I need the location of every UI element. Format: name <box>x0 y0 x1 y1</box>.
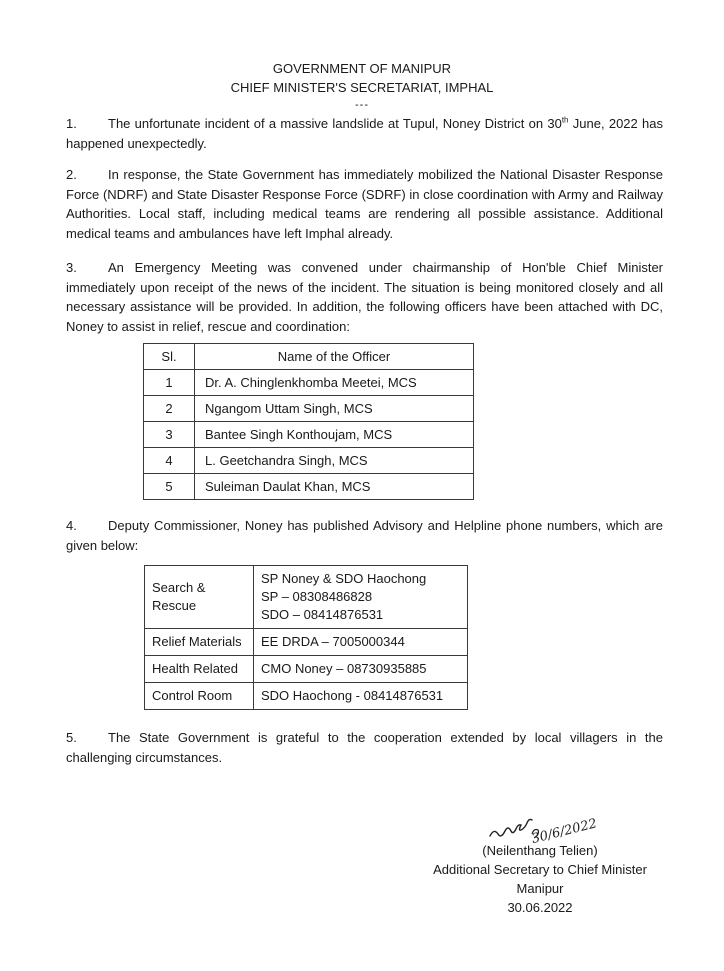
table-row <box>144 448 474 474</box>
svg-text:30/6/2022: 30/6/2022 <box>530 816 599 846</box>
officer-sl: 5 <box>144 474 195 500</box>
helpline-contact: EE DRDA – 7005000344 <box>254 629 468 656</box>
table-row <box>144 474 474 500</box>
header-government: GOVERNMENT OF MANIPUR <box>272 61 452 76</box>
document-date: 30.06.2022 <box>507 900 573 915</box>
officers-table <box>143 343 474 500</box>
table-row <box>144 370 474 396</box>
paragraph-text: An Emergency Meeting was convened under chairmanship of Hon'ble Chief Minister immediately upon receipt of the news of the incident. The situation is being monitored closely and all necessary assistance will be provided. In addition, the following officers have been attached with DC, Noney to assist in relief, rescue and coordination: <box>66 260 663 334</box>
officer-name: L. Geetchandra Singh, MCS <box>195 448 474 474</box>
officer-sl: 2 <box>144 396 195 422</box>
paragraph-text: The State Government is grateful to the cooperation extended by local villagers in the challenging circumstances. <box>66 730 663 765</box>
helpline-category: Control Room <box>145 683 254 710</box>
helpline-category: Health Related <box>145 656 254 683</box>
ordinal-suffix: th <box>561 115 569 125</box>
signature-image <box>484 800 614 846</box>
category-line: Search & <box>152 580 206 595</box>
paragraph-number: 5. <box>66 730 77 745</box>
header-separator: --- <box>355 99 369 111</box>
officer-name: Suleiman Daulat Khan, MCS <box>195 474 474 500</box>
helpline-contact: SDO Haochong - 08414876531 <box>254 683 468 710</box>
officer-name: Ngangom Uttam Singh, MCS <box>195 396 474 422</box>
paragraph-number: 1. <box>66 116 77 131</box>
handwritten-signature <box>484 800 614 846</box>
header-secretariat: CHIEF MINISTER'S SECRETARIAT, IMPHAL <box>230 80 494 95</box>
helpline-table <box>144 565 468 710</box>
paragraph-text: Deputy Commissioner, Noney has published Advisory and Helpline phone numbers, which are given below: <box>66 518 663 553</box>
table-row <box>145 683 468 710</box>
contact-line: SDO – 08414876531 <box>261 607 384 622</box>
table-row <box>145 566 468 629</box>
paragraph-text-cont: June, 2022 has happened unexpectedly. <box>66 116 663 151</box>
signatory-designation: Additional Secretary to Chief Minister <box>433 862 647 877</box>
helpline-category: Relief Materials <box>145 629 254 656</box>
officer-sl: 4 <box>144 448 195 474</box>
officer-sl: 3 <box>144 422 195 448</box>
paragraph-4 <box>66 516 663 555</box>
paragraph-5 <box>66 728 663 767</box>
paragraph-number: 3. <box>66 260 77 275</box>
table-row <box>145 629 468 656</box>
column-header-sl: Sl. <box>144 344 195 370</box>
table-header-row <box>144 344 474 370</box>
paragraph-number: 2. <box>66 167 77 182</box>
category-line: Rescue <box>152 598 197 613</box>
paragraph-text: The unfortunate incident of a massive landslide at Tupul, Noney District on 30 <box>108 116 562 131</box>
helpline-category <box>145 566 254 629</box>
paragraph-3 <box>66 258 663 336</box>
helpline-contact <box>254 566 468 629</box>
contact-line: SP Noney & SDO Haochong <box>261 571 427 586</box>
table-row <box>144 422 474 448</box>
officer-sl: 1 <box>144 370 195 396</box>
paragraph-2 <box>66 165 663 243</box>
table-row <box>145 656 468 683</box>
column-header-name: Name of the Officer <box>195 344 474 370</box>
contact-line: SP – 08308486828 <box>261 589 373 604</box>
helpline-contact: CMO Noney – 08730935885 <box>254 656 468 683</box>
paragraph-number: 4. <box>66 518 77 533</box>
table-row <box>144 396 474 422</box>
officer-name: Bantee Singh Konthoujam, MCS <box>195 422 474 448</box>
signatory-name: (Neilenthang Telien) <box>482 843 598 858</box>
signatory-state: Manipur <box>516 881 564 896</box>
officer-name: Dr. A. Chinglenkhomba Meetei, MCS <box>195 370 474 396</box>
paragraph-text: In response, the State Government has immediately mobilized the National Disaster Response Force (NDRF) and State Disaster Response Force (SDRF) in close coordination with Army and Railway Authorities. Local staff, including medical teams are rendering all possible assistance. Additional medical teams and ambulances have left Imphal already. <box>66 167 663 241</box>
paragraph-1 <box>66 114 663 153</box>
